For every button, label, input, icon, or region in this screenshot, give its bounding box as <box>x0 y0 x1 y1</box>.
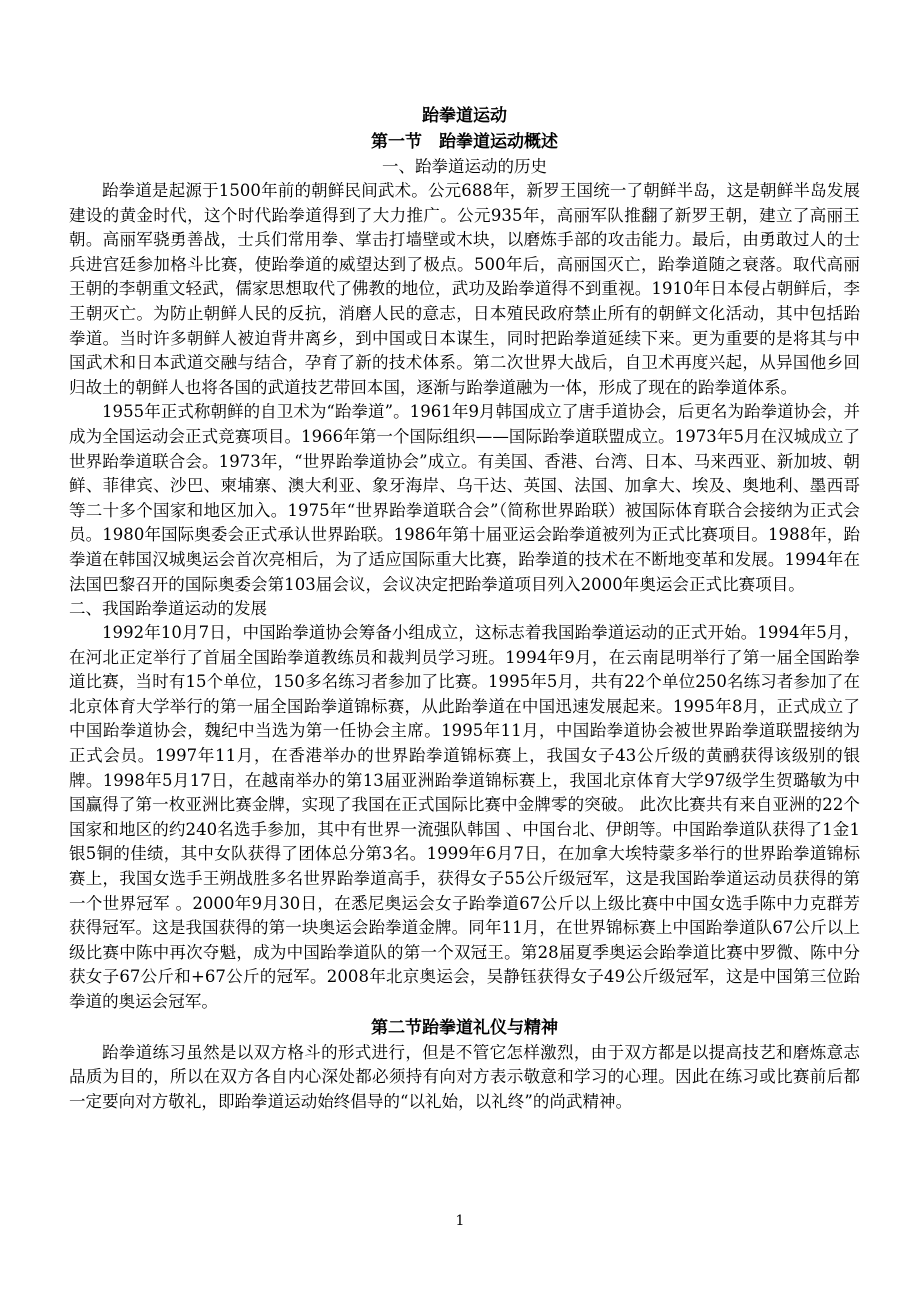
document-title: 跆拳道运动 <box>422 106 507 126</box>
subsection-1-heading: 一、跆拳道运动的历史 <box>382 157 547 176</box>
section-2-title: 第二节跆拳道礼仪与精神 <box>371 1017 558 1038</box>
page-number: 1 <box>455 1213 465 1229</box>
subsection-2-heading: 二、我国跆拳道运动的发展 <box>69 599 267 619</box>
history-paragraph-1: 跆拳道是起源于1500年前的朝鲜民间武术。公元688年，新罗王国统一了朝鲜半岛，这是朝鲜半岛发展建设的黄金时代，这个时代跆拳道得到了大力推广。公元935年，高丽军队推翻了新罗王朝，建立了高丽王朝。高丽军骁勇善战，士兵们常用拳、掌击打墙壁或木块，以磨炼手部的攻击能力。最后，由勇敢过人的士兵进宫廷参加格斗比赛，使跆拳道的威望达到了极点。500年后，高丽国灭亡，跆拳道随之衰落。取代高丽王朝的李朝重文轻武，儒家思想取代了佛教的地位，武功及跆拳道得不到重视。1910年日本侵占朝鲜后，李王朝灭亡。为防止朝鲜人民的反抗，消磨人民的意志，日本殖民政府禁止所有的朝鲜文化活动，其中包括跆拳道。当时许多朝鲜人被迫背井离乡，到中国或日本谋生，同时把跆拳道延续下来。更为重要的是将其与中国武术和日本武道交融与结合，孕育了新的技术体系。第二次世界大战后，自卫术再度兴起，从异国他乡回归故土的朝鲜人也将各国的武道技艺带回本国，逐渐与跆拳道融为一体，形成了现在的跆拳道体系。 <box>69 181 860 397</box>
section-1-title: 第一节 跆拳道运动概述 <box>371 132 558 152</box>
document-page <box>69 103 860 1114</box>
history-paragraph-2: 1955年正式称朝鲜的自卫术为“跆拳道”。1961年9月韩国成立了唐手道协会，后更名为跆拳道协会，并成为全国运动会正式竞赛项目。1966年第一个国际组织——国际跆拳道联盟成立。1973年5月在汉城成立了世界跆拳道联合会。1973年，“世界跆拳道协会”成立。有美国、香港、台湾、日本、马来西亚、新加坡、朝鲜、菲律宾、沙巴、柬埔寨、澳大利亚、象牙海岸、乌干达、英国、法国、加拿大、埃及、奥地利、墨西哥等二十多个国家和地区加入。1975年“世界跆拳道联合会”（简称世界跆联）被国际体育联合会接纳为正式会员。1980年国际奥委会正式承认世界跆联。1986年第十届亚运会跆拳道被列为正式比赛项目。1988年，跆拳道在韩国汉城奥运会首次亮相后，为了适应国际重大比赛，跆拳道的技术在不断地变革和发展。1994年在法国巴黎召开的国际奥委会第103届会议，会议决定把跆拳道项目列入2000年奥运会正式比赛项目。 <box>69 402 860 594</box>
etiquette-paragraph: 跆拳道练习虽然是以双方格斗的形式进行，但是不管它怎样激烈，由于双方都是以提高技艺和磨炼意志品质为目的，所以在双方各自内心深处都必须持有向对方表示敬意和学习的心理。因此在练习或比赛前后都一定要向对方敬礼，即跆拳道运动始终倡导的“以礼始，以礼终”的尚武精神。 <box>69 1042 860 1111</box>
china-development-paragraph: 1992年10月7日，中国跆拳道协会筹备小组成立，这标志着我国跆拳道运动的正式开始。1994年5月，在河北正定举行了首届全国跆拳道教练员和裁判员学习班。1994年9月，在云南昆明举行了第一届全国跆拳道比赛，当时有15个单位，150多名练习者参加了比赛。1995年5月，共有22个单位250名练习者参加了在北京体育大学举行的第一届全国跆拳道锦标赛，从此跆拳道在中国迅速发展起来。1995年8月，正式成立了中国跆拳道协会，魏纪中当选为第一任协会主席。1995年11月，中国跆拳道协会被世界跆拳道联盟接纳为正式会员。1997年11月，在香港举办的世界跆拳道锦标赛上，我国女子43公斤级的黄鹂获得该级别的银牌。1998年5月17日，在越南举办的第13届亚洲跆拳道锦标赛上，我国北京体育大学97级学生贺璐敏为中国赢得了第一枚亚洲比赛金牌，实现了我国在正式国际比赛中金牌零的突破。 此次比赛共有来自亚洲的22个国家和地区的约240名选手参加，其中有世界一流强队韩国 、中国台北、伊朗等。中国跆拳道队获得了1金1银5铜的佳绩，其中女队获得了团体总分第3名。1999年6月7日，在加拿大埃特蒙多举行的世界跆拳道锦标赛上，我国女选手王朔战胜多名世界跆拳道高手，获得女子55公斤级冠军，这是我国跆拳道运动员获得的第一个世界冠军 。2000年9月30日，在悉尼奥运会女子跆拳道67公斤以上级比赛中中国女选手陈中力克群芳获得冠军。这是我国获得的第一块奥运会跆拳道金牌。同年11月，在世界锦标赛上中国跆拳道队67公斤以上级比赛中陈中再次夺魁，成为中国跆拳道队的第一个双冠王。第28届夏季奥运会跆拳道比赛中罗微、陈中分获女子67公斤和+67公斤的冠军。2008年北京奥运会，吴静钰获得女子49公斤级冠军，这是中国第三位跆拳道的奥运会冠军。 <box>69 623 860 1011</box>
